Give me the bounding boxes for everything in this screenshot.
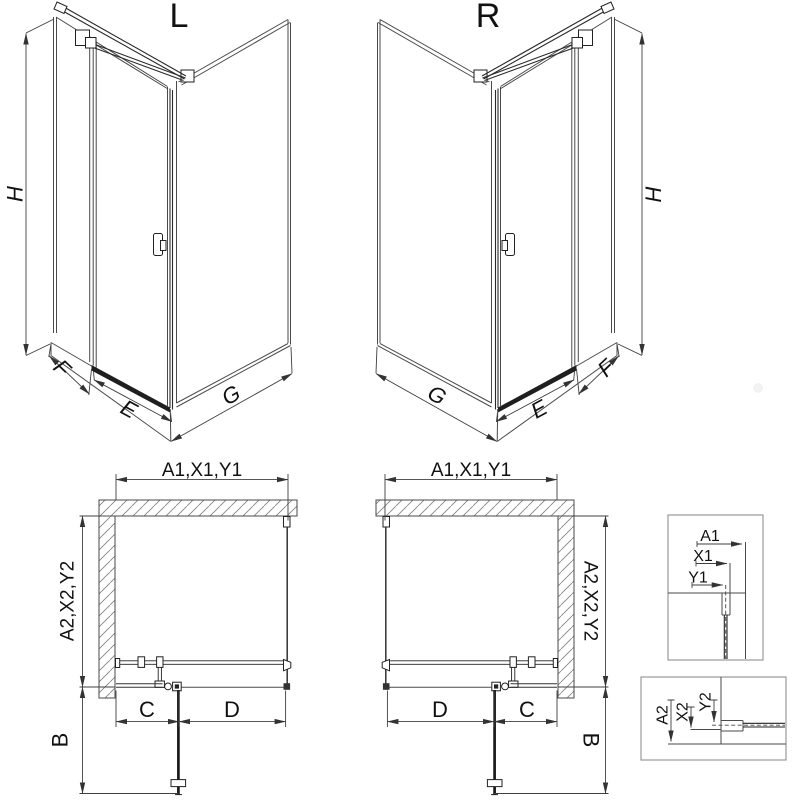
corner-profile [284,683,291,690]
plan-left-dim-D: D [224,697,240,722]
plan-right-dim-D: D [432,697,448,722]
plan-left-depth-dims [80,516,181,794]
panel-wall-bracket [284,517,291,528]
plan-left-dim-B: B [47,732,73,748]
iso-view-left-geometry [26,2,292,442]
plan-right-wall-top [376,500,574,516]
iso-left-dim-G: G [217,379,245,411]
iso-left-dim-E: E [116,394,142,424]
plan-left-dim-C: C [139,697,155,722]
plan-door-handle [171,780,186,787]
support-bar-end-plate [54,2,67,14]
plan-right-dim-B: B [578,732,604,748]
iso-left-dim-F: F [48,354,76,382]
plan-right-depth-dims [493,516,609,794]
plan-right-width-label: A1,X1,Y1 [430,460,512,481]
plan-right-depth-label: A2,X2,Y2 [579,560,601,642]
plan-view-right-geometry [382,474,557,795]
bar-t-connector [157,657,163,668]
detail-dim-Y1: Y1 [688,569,708,587]
plan-left-wall-top [99,500,297,516]
faint-watermark-dot [753,383,763,393]
iso-right-dim-E: E [526,394,552,424]
plan-left-wall-side [99,516,115,698]
iso-right-dim-H: H [640,186,666,202]
detail-dim-X1: X1 [693,548,713,565]
iso-right-title: R [475,0,501,35]
plan-right-dim-C: C [519,697,535,722]
plan-right-wall-side [558,516,574,698]
bar-panel-clamp [284,660,291,671]
iso-view-right-geometry [376,2,642,442]
iso-right-dim-F: F [592,354,620,382]
hinge-knuckle [165,683,172,690]
iso-left-title: L [169,0,189,35]
detail-dim-A1: A1 [700,528,720,545]
bar-joint [138,657,145,668]
plan-left-depth-label: A2,X2,Y2 [57,560,79,642]
iso-left-dim-H: H [2,186,28,202]
plan-view-left-geometry [116,474,291,795]
detail-dim-Y2: Y2 [697,692,715,712]
detail-dim-X2: X2 [674,702,692,722]
iso-right-dim-G: G [423,379,451,411]
plan-left-width-label: A1,X1,Y1 [161,460,243,481]
detail-dim-A2: A2 [654,705,672,725]
